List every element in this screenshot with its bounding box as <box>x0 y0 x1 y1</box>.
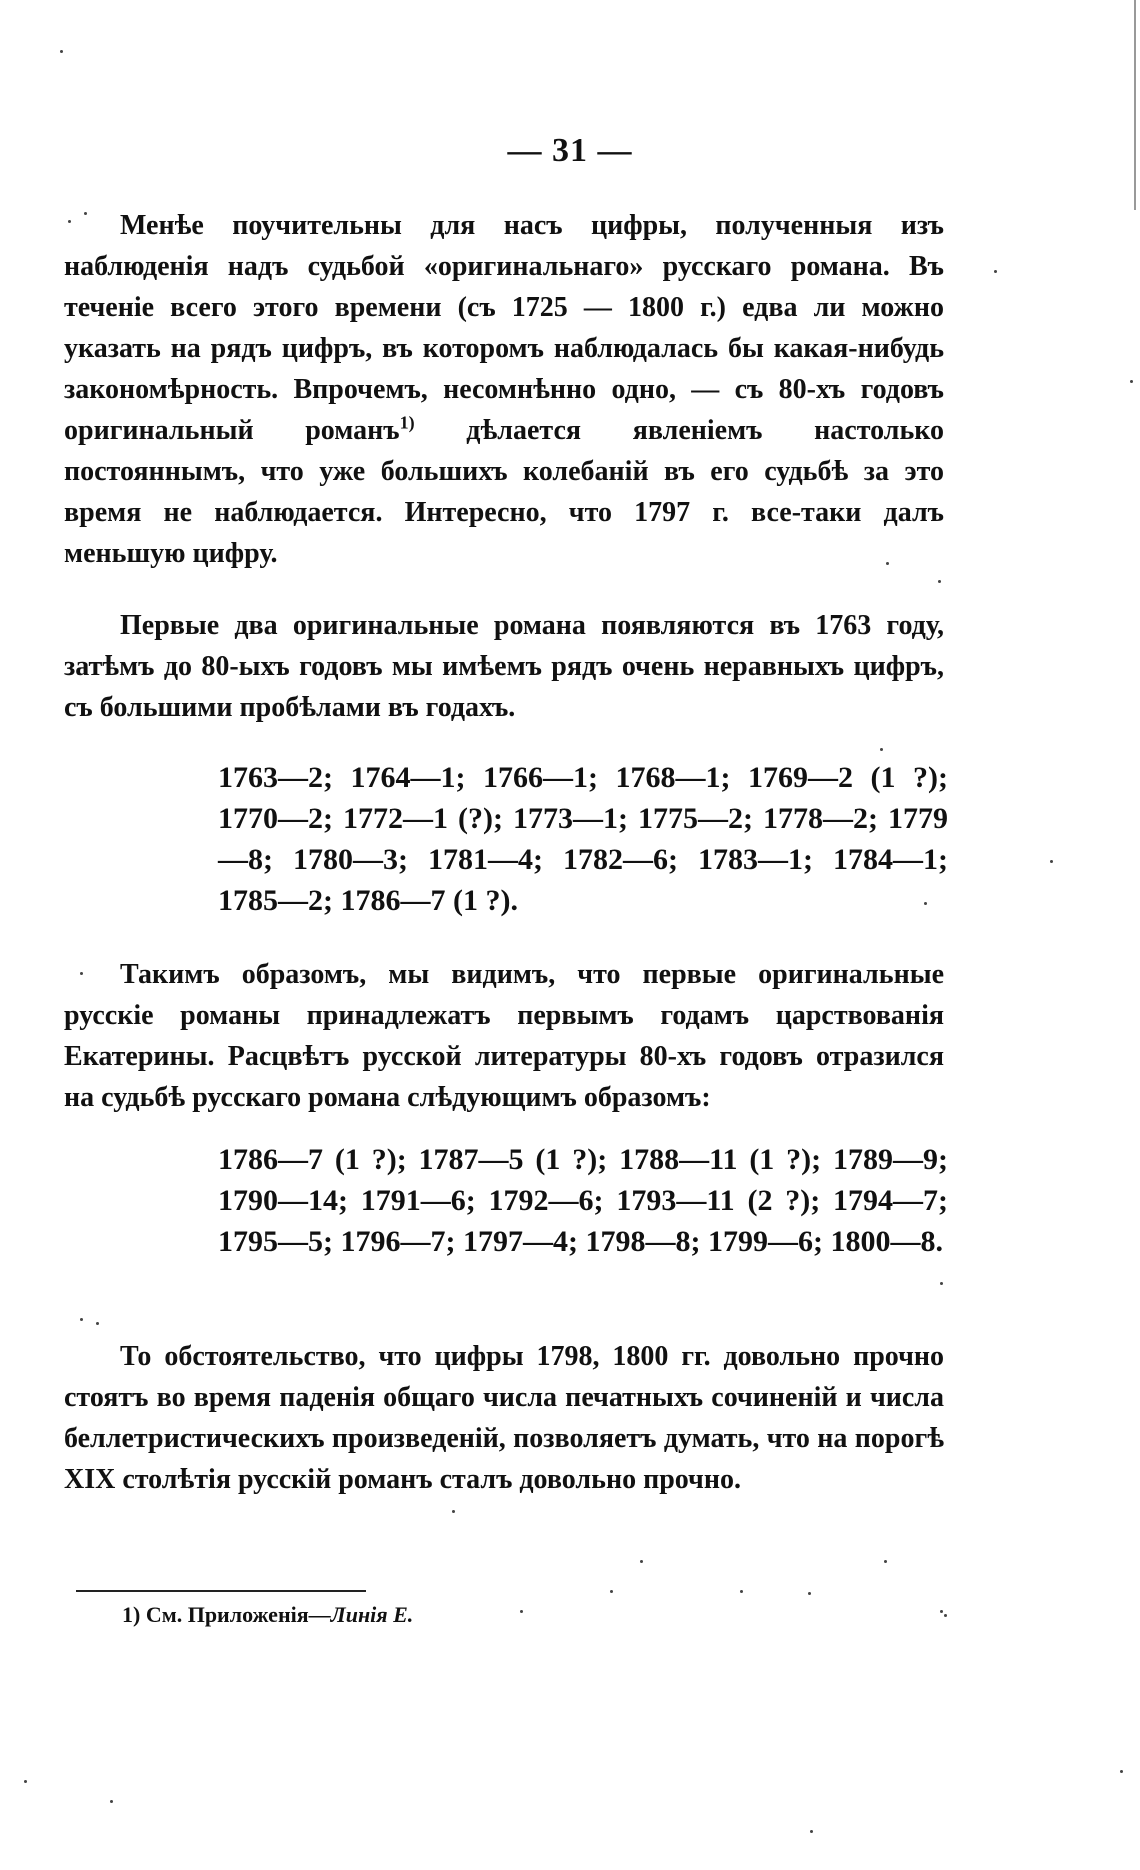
paragraph-1-text: Менѣе поучительны для насъ цифры, полученныя изъ наблюденія надъ судьбой «оригинальнаго» русскаго романа. Въ теченіе всего этого времени (съ 1725 — 1800 г.) едва ли можно указать на рядъ цифръ, въ которомъ наблюдалась бы какая-нибудь закономѣрность. Впрочемъ, несомнѣнно одно, — съ 80-хъ годовъ оригинальный романъ <box>64 210 944 446</box>
paragraph-1-text-end: дѣлается явленіемъ настолько постояннымъ, что уже большихъ колебаній въ его судьбѣ за это время не наблюдается. Интересно, что 1797 г. все-таки далъ меньшую цифру. <box>64 415 945 569</box>
paragraph-2 <box>64 605 944 728</box>
footnote-number: 1) <box>122 1602 141 1627</box>
footnote-marker: 1) <box>399 412 415 433</box>
paragraph-2-text: Первые два оригинальные романа появляются въ 1763 году, затѣмъ до 80-ыхъ годовъ мы имѣемъ рядъ очень неравныхъ цифръ, съ большими пробѣлами въ годахъ. <box>64 610 944 723</box>
paragraph-3 <box>64 954 944 1118</box>
page-number: — 31 — <box>507 132 633 169</box>
footnote <box>122 1600 413 1630</box>
paragraph-3-text: Такимъ образомъ, мы видимъ, что первые оригинальные русскіе романы принадлежатъ первымъ годамъ царствованія Екатерины. Расцвѣтъ русской литературы 80-хъ годовъ отразился на судьбѣ русскаго романа слѣдующимъ образомъ: <box>64 959 944 1113</box>
paragraph-4 <box>64 1336 944 1500</box>
year-counts-1763-1786: 1763—2; 1764—1; 1766—1; 1768—1; 1769—2 (1 ?); 1770—2; 1772—1 (?); 1773—1; 1775—2; 1778—2; 1779—8; 1780—3; 1781—4; 1782—6; 1783—1; 1784—1; 1785—2; 1786—7 (1 ?). <box>218 761 948 917</box>
footnote-reference: Линія Е. <box>330 1602 414 1627</box>
paragraph-1 <box>64 205 944 574</box>
year-counts-1786-1800: 1786—7 (1 ?); 1787—5 (1 ?); 1788—11 (1 ?); 1789—9; 1790—14; 1791—6; 1792—6; 1793—11 (2 ?); 1794—7; 1795—5; 1796—7; 1797—4; 1798—8; 1799—6; 1800—8. <box>218 1143 948 1258</box>
footnote-text: См. Приложенія— <box>140 1602 331 1627</box>
paragraph-4-text: То обстоятельство, что цифры 1798, 1800 гг. довольно прочно стоятъ во время паденія общаго числа печатныхъ сочиненій и числа беллетристическихъ произведеній, позволяетъ думать, что на порогѣ XIX столѣтія русскій романъ сталъ довольно прочно. <box>64 1341 944 1495</box>
page-edge-line <box>1134 0 1136 210</box>
footnote-divider <box>76 1590 366 1592</box>
